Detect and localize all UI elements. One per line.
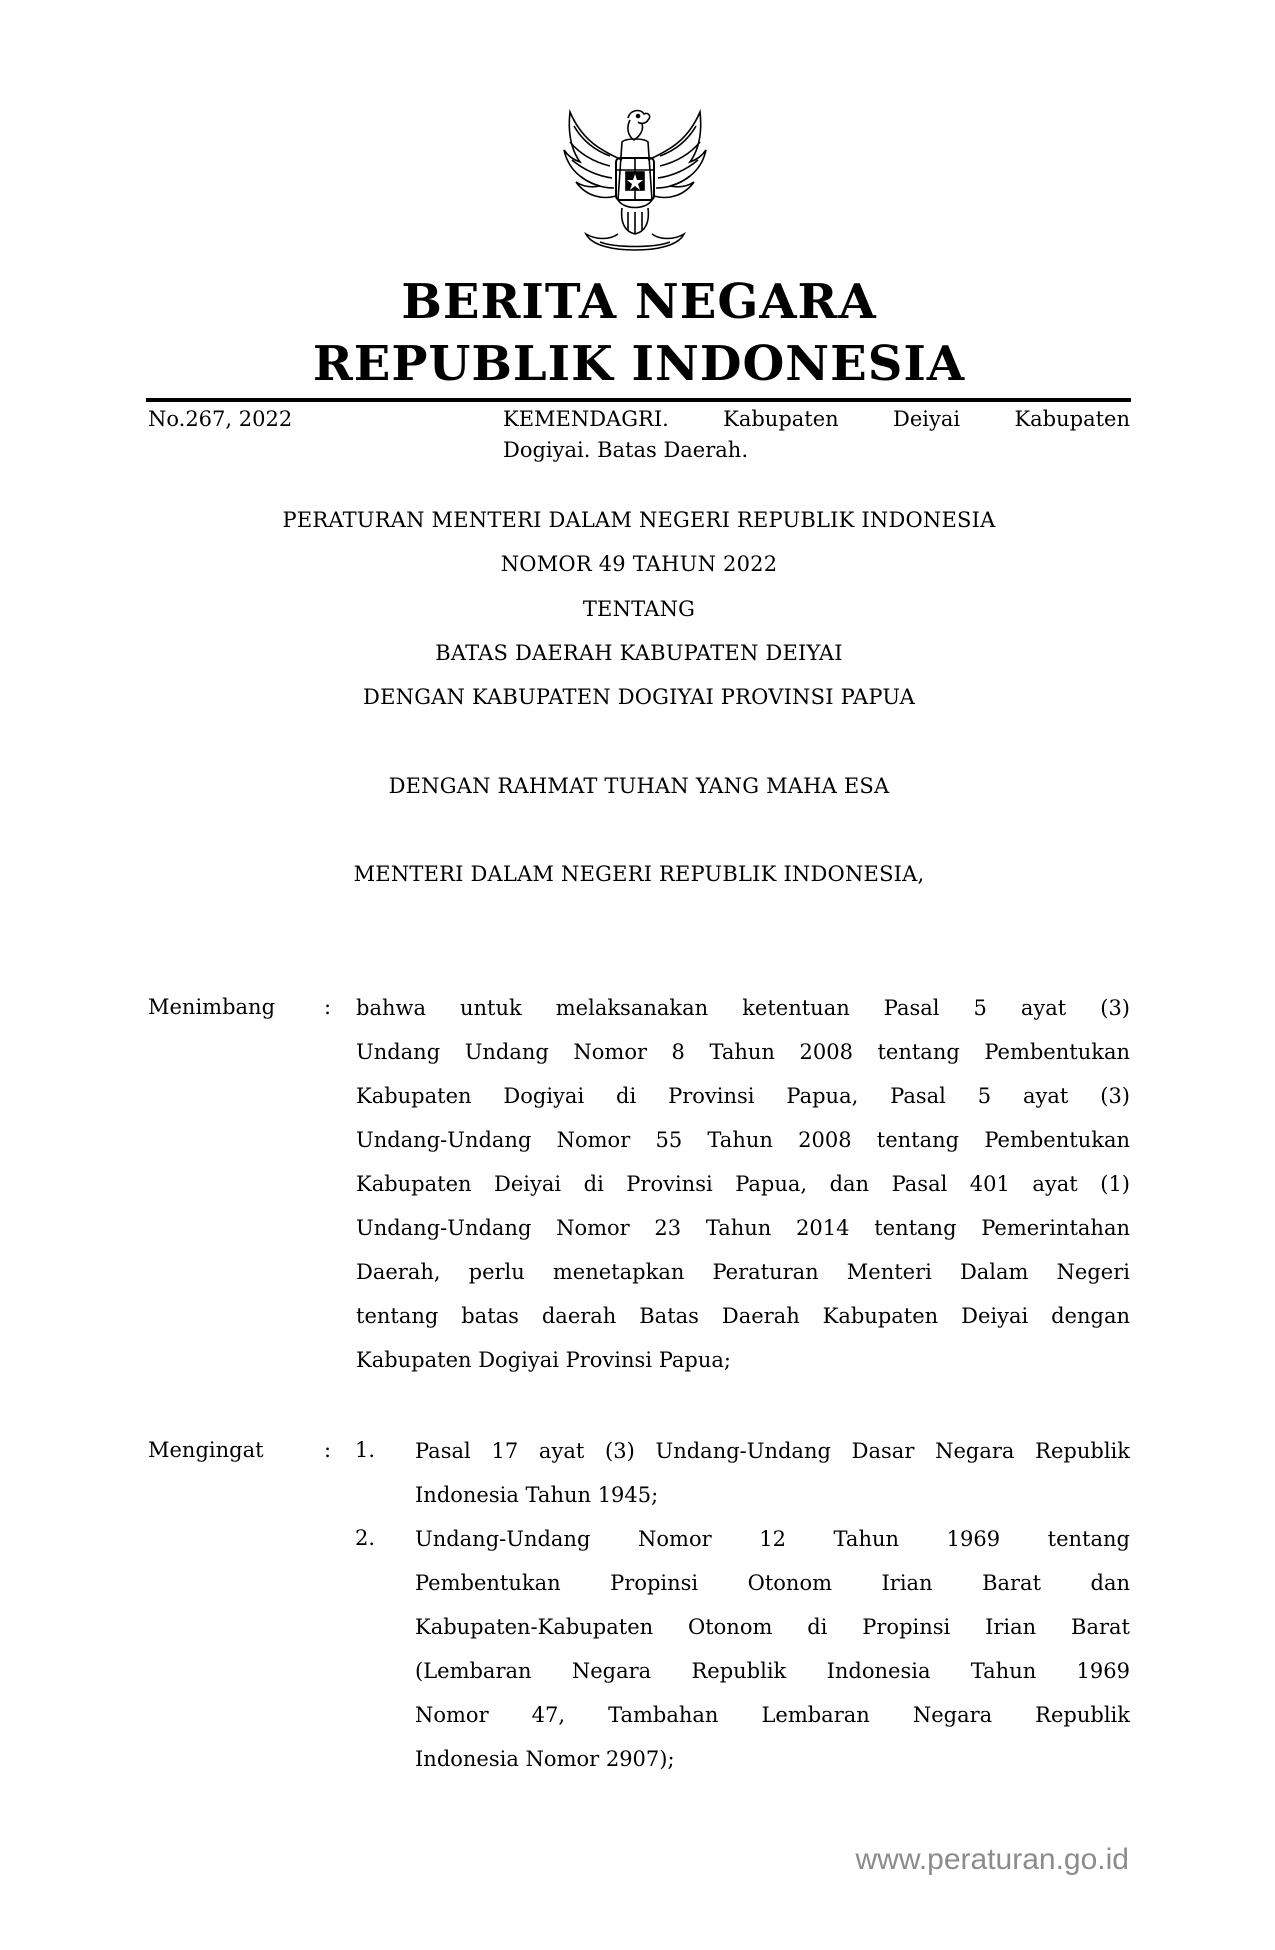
regulation-subject-line2: DENGAN KABUPATEN DOGIYAI PROVINSI PAPUA xyxy=(363,685,915,709)
mengingat-item-1 xyxy=(415,1429,1130,1517)
menimbang-line: Undang-Undang Nomor 23 Tahun 2014 tentang Pemerintahan xyxy=(356,1216,1130,1240)
mengingat-item-2 xyxy=(415,1517,1130,1781)
gazette-subject-line2: Dogiyai. Batas Daerah. xyxy=(503,438,748,462)
menimbang-line: Kabupaten Dogiyai di Provinsi Papua, Pasal 5 ayat (3) xyxy=(356,1084,1130,1108)
mengingat-line: Pasal 17 ayat (3) Undang-Undang Dasar Negara Republik xyxy=(415,1439,1130,1463)
mengingat-item-number: 2. xyxy=(355,1526,376,1550)
regulation-tentang: TENTANG xyxy=(582,597,696,621)
mengingat-line: (Lembaran Negara Republik Indonesia Tahun 1969 xyxy=(415,1659,1130,1683)
masthead-divider xyxy=(146,398,1131,402)
mengingat-colon: : xyxy=(324,1438,332,1462)
footer-website-url[interactable]: www.peraturan.go.id xyxy=(855,1843,1129,1876)
mengingat-line: Indonesia Nomor 2907); xyxy=(415,1747,675,1771)
menimbang-paragraph xyxy=(356,986,1130,1382)
menimbang-line: Undang-Undang Nomor 55 Tahun 2008 tentang Pembentukan xyxy=(356,1128,1130,1152)
menimbang-line: bahwa untuk melaksanakan ketentuan Pasal 5 ayat (3) xyxy=(356,996,1130,1020)
mengingat-line: Undang-Undang Nomor 12 Tahun 1969 tentang xyxy=(415,1527,1130,1551)
regulation-subject-line1: BATAS DAERAH KABUPATEN DEIYAI xyxy=(435,641,843,665)
mengingat-line: Indonesia Tahun 1945; xyxy=(415,1483,659,1507)
gazette-number: No.267, 2022 xyxy=(148,407,293,431)
invocation: DENGAN RAHMAT TUHAN YANG MAHA ESA xyxy=(388,774,890,798)
gazette-subject-line1: KEMENDAGRI. Kabupaten Deiyai Kabupaten xyxy=(503,407,1130,431)
mengingat-label: Mengingat xyxy=(148,1438,264,1462)
menimbang-colon: : xyxy=(324,995,332,1019)
masthead-title-line1: BERITA NEGARA xyxy=(401,274,877,330)
regulation-title: PERATURAN MENTERI DALAM NEGERI REPUBLIK INDONESIA xyxy=(282,508,996,532)
mengingat-line: Pembentukan Propinsi Otonom Irian Barat dan xyxy=(415,1571,1130,1595)
menimbang-line: Kabupaten Dogiyai Provinsi Papua; xyxy=(356,1348,731,1372)
regulation-number: NOMOR 49 TAHUN 2022 xyxy=(500,552,778,576)
menimbang-line: tentang batas daerah Batas Daerah Kabupaten Deiyai dengan xyxy=(356,1304,1130,1328)
issuer: MENTERI DALAM NEGERI REPUBLIK INDONESIA, xyxy=(353,862,925,886)
mengingat-line: Nomor 47, Tambahan Lembaran Negara Republik xyxy=(415,1703,1130,1727)
menimbang-line: Kabupaten Deiyai di Provinsi Papua, dan Pasal 401 ayat (1) xyxy=(356,1172,1130,1196)
mengingat-item-number: 1. xyxy=(355,1438,376,1462)
masthead-title-line2: REPUBLIK INDONESIA xyxy=(312,336,966,392)
menimbang-label: Menimbang xyxy=(148,995,276,1019)
mengingat-line: Kabupaten-Kabupaten Otonom di Propinsi Irian Barat xyxy=(415,1615,1130,1639)
garuda-emblem-icon xyxy=(560,100,710,260)
menimbang-line: Undang Undang Nomor 8 Tahun 2008 tentang Pembentukan xyxy=(356,1040,1130,1064)
menimbang-line: Daerah, perlu menetapkan Peraturan Menteri Dalam Negeri xyxy=(356,1260,1130,1284)
